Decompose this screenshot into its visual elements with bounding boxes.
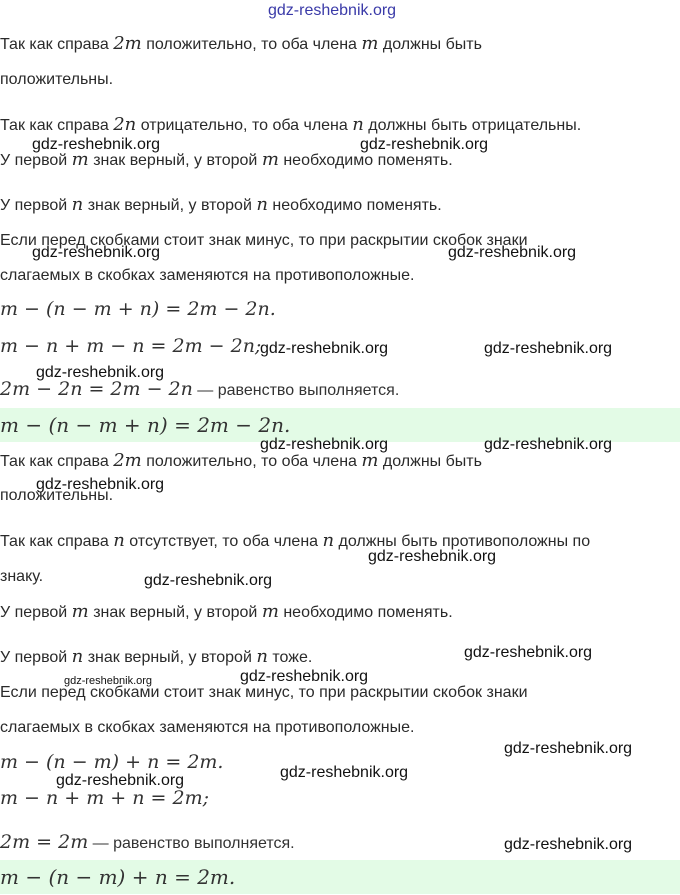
formula-step-2: m − n + m − n = 2m − 2n; — [0, 335, 262, 357]
watermark: gdz-reshebnik.org — [504, 836, 633, 853]
answer-highlight — [0, 860, 680, 894]
paragraph-continuation: положительны. — [0, 71, 114, 88]
watermark: gdz-reshebnik.org — [32, 136, 161, 153]
site-watermark-header[interactable]: gdz-reshebnik.org — [268, 2, 397, 19]
paragraph-continuation: знаку. — [0, 568, 44, 585]
paragraph-rule-continuation: слагаемых в скобках заменяются на противоположные. — [0, 267, 415, 284]
paragraph-sign-n: Так как справа 2n отрицательно, то оба члена n должны быть отрицательны. — [0, 114, 582, 135]
watermark: gdz-reshebnik.org — [484, 436, 613, 453]
watermark: gdz-reshebnik.org — [36, 476, 165, 493]
watermark: gdz-reshebnik.org — [448, 244, 577, 261]
watermark: gdz-reshebnik.org — [240, 668, 369, 685]
watermark: gdz-reshebnik.org — [260, 340, 389, 357]
watermark: gdz-reshebnik.org — [464, 644, 593, 661]
answer-formula: m − (n − m) + n = 2m. — [0, 865, 236, 889]
answer-formula: m − (n − m + n) = 2m − 2n. — [0, 413, 291, 437]
watermark: gdz-reshebnik.org — [280, 764, 409, 781]
watermark: gdz-reshebnik.org — [64, 675, 153, 687]
paragraph-rule-continuation: слагаемых в скобках заменяются на противоположные. — [0, 719, 415, 736]
paragraph-change-m: У первой m знак верный, у второй m необходимо поменять. — [0, 601, 453, 622]
paragraph-sign-n: Так как справа n отсутствует, то оба члена n должны быть противоположны по — [0, 530, 591, 551]
formula-step-3: 2m = 2m — равенство выполняется. — [0, 831, 295, 853]
watermark: gdz-reshebnik.org — [32, 244, 161, 261]
paragraph-sign-m: Так как справа 2m положительно, то оба члена m должны быть — [0, 33, 482, 54]
paragraph-rule: Если перед скобками стоит знак минус, то при раскрытии скобок знаки — [0, 232, 528, 249]
watermark: gdz-reshebnik.org — [36, 364, 165, 381]
watermark: gdz-reshebnik.org — [56, 772, 185, 789]
paragraph-rule: Если перед скобками стоит знак минус, то при раскрытии скобок знаки — [0, 684, 528, 701]
watermark: gdz-reshebnik.org — [360, 136, 489, 153]
formula-step-1: m − (n − m) + n = 2m. — [0, 751, 224, 773]
paragraph-change-n: У первой n знак верный, у второй n тоже. — [0, 646, 313, 667]
formula-step-1: m − (n − m + n) = 2m − 2n. — [0, 298, 276, 320]
paragraph-continuation: положительны. — [0, 487, 114, 504]
watermark: gdz-reshebnik.org — [260, 436, 389, 453]
watermark: gdz-reshebnik.org — [368, 548, 497, 565]
watermark: gdz-reshebnik.org — [484, 340, 613, 357]
watermark: gdz-reshebnik.org — [504, 740, 633, 757]
paragraph-change-n: У первой n знак верный, у второй n необходимо поменять. — [0, 194, 442, 215]
formula-step-3: 2m − 2n = 2m − 2n — равенство выполняется. — [0, 378, 400, 400]
watermark: gdz-reshebnik.org — [144, 572, 273, 589]
formula-step-2: m − n + m + n = 2m; — [0, 787, 210, 809]
paragraph-sign-m: Так как справа 2m положительно, то оба члена m должны быть — [0, 450, 482, 471]
paragraph-change-m: У первой m знак верный, у второй m необходимо поменять. — [0, 149, 453, 170]
